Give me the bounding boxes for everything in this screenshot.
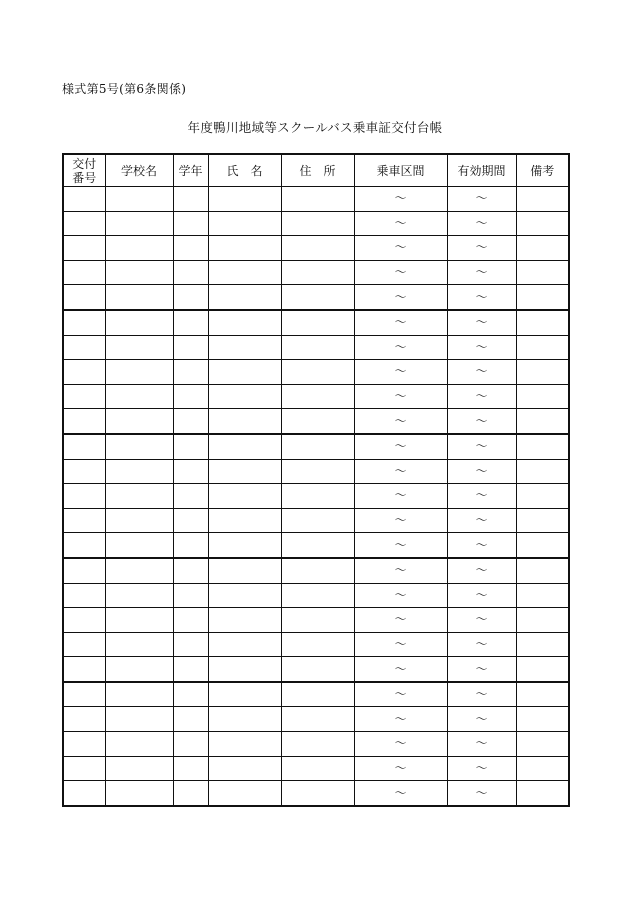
- address-cell[interactable]: [281, 732, 354, 757]
- name-cell[interactable]: [208, 285, 281, 310]
- header-address: 住 所: [281, 154, 354, 187]
- table-row: [63, 211, 569, 236]
- school-cell[interactable]: [105, 409, 173, 434]
- validity-cell[interactable]: [447, 533, 516, 558]
- section-cell[interactable]: [354, 360, 447, 385]
- section-cell[interactable]: [354, 608, 447, 633]
- table-row: [63, 508, 569, 533]
- section-cell[interactable]: [354, 484, 447, 509]
- range-tilde: ～: [394, 315, 407, 330]
- name-cell[interactable]: [208, 508, 281, 533]
- school-cell[interactable]: [105, 756, 173, 781]
- range-tilde: ～: [394, 389, 407, 404]
- number-cell[interactable]: [63, 310, 105, 335]
- name-cell[interactable]: [208, 657, 281, 682]
- name-cell[interactable]: [208, 187, 281, 212]
- school-cell[interactable]: [105, 632, 173, 657]
- school-cell[interactable]: [105, 484, 173, 509]
- name-cell[interactable]: [208, 707, 281, 732]
- table-row: [63, 285, 569, 310]
- remarks-cell[interactable]: [516, 187, 569, 212]
- range-tilde: ～: [394, 612, 407, 627]
- section-cell[interactable]: [354, 384, 447, 409]
- remarks-cell[interactable]: [516, 533, 569, 558]
- remarks-cell[interactable]: [516, 632, 569, 657]
- grade-cell[interactable]: [173, 384, 208, 409]
- range-tilde: ～: [475, 463, 488, 478]
- name-cell[interactable]: [208, 608, 281, 633]
- grade-cell[interactable]: [173, 632, 208, 657]
- section-cell[interactable]: [354, 781, 447, 806]
- address-cell[interactable]: [281, 434, 354, 459]
- range-tilde: ～: [394, 364, 407, 379]
- validity-cell[interactable]: [447, 187, 516, 212]
- number-cell[interactable]: [63, 558, 105, 583]
- table-row: [63, 632, 569, 657]
- range-tilde: ～: [394, 488, 407, 503]
- range-tilde: ～: [394, 413, 407, 428]
- remarks-cell[interactable]: [516, 657, 569, 682]
- grade-cell[interactable]: [173, 558, 208, 583]
- table-row: [63, 533, 569, 558]
- address-cell[interactable]: [281, 682, 354, 707]
- range-tilde: ～: [475, 191, 488, 206]
- school-cell[interactable]: [105, 781, 173, 806]
- section-cell[interactable]: [354, 583, 447, 608]
- range-tilde: ～: [394, 339, 407, 354]
- validity-cell[interactable]: [447, 756, 516, 781]
- section-cell[interactable]: [354, 632, 447, 657]
- section-cell[interactable]: [354, 260, 447, 285]
- remarks-cell[interactable]: [516, 285, 569, 310]
- number-cell[interactable]: [63, 187, 105, 212]
- range-tilde: ～: [475, 760, 488, 775]
- grade-cell[interactable]: [173, 434, 208, 459]
- school-cell[interactable]: [105, 285, 173, 310]
- validity-cell[interactable]: [447, 682, 516, 707]
- number-cell[interactable]: [63, 260, 105, 285]
- table-row: [63, 310, 569, 335]
- remarks-cell[interactable]: [516, 558, 569, 583]
- address-cell[interactable]: [281, 484, 354, 509]
- remarks-cell[interactable]: [516, 459, 569, 484]
- address-cell[interactable]: [281, 558, 354, 583]
- grade-cell[interactable]: [173, 732, 208, 757]
- address-cell[interactable]: [281, 310, 354, 335]
- number-cell[interactable]: [63, 236, 105, 261]
- range-tilde: ～: [475, 289, 488, 304]
- range-tilde: ～: [475, 612, 488, 627]
- section-cell[interactable]: [354, 310, 447, 335]
- header-name: 氏 名: [208, 154, 281, 187]
- validity-cell[interactable]: [447, 781, 516, 806]
- validity-cell[interactable]: [447, 484, 516, 509]
- range-tilde: ～: [394, 711, 407, 726]
- range-tilde: ～: [475, 339, 488, 354]
- name-cell[interactable]: [208, 533, 281, 558]
- range-tilde: ～: [475, 736, 488, 751]
- range-tilde: ～: [475, 785, 488, 800]
- validity-cell[interactable]: [447, 707, 516, 732]
- grade-cell[interactable]: [173, 335, 208, 360]
- name-cell[interactable]: [208, 236, 281, 261]
- header-remarks: 備考: [516, 154, 569, 187]
- number-cell[interactable]: [63, 409, 105, 434]
- address-cell[interactable]: [281, 657, 354, 682]
- number-cell[interactable]: [63, 583, 105, 608]
- school-cell[interactable]: [105, 335, 173, 360]
- range-tilde: ～: [475, 537, 488, 552]
- address-cell[interactable]: [281, 583, 354, 608]
- validity-cell[interactable]: [447, 632, 516, 657]
- number-cell[interactable]: [63, 384, 105, 409]
- validity-cell[interactable]: [447, 459, 516, 484]
- name-cell[interactable]: [208, 682, 281, 707]
- grade-cell[interactable]: [173, 508, 208, 533]
- header-grade: 学年: [173, 154, 208, 187]
- name-cell[interactable]: [208, 360, 281, 385]
- address-cell[interactable]: [281, 236, 354, 261]
- school-cell[interactable]: [105, 657, 173, 682]
- school-cell[interactable]: [105, 608, 173, 633]
- name-cell[interactable]: [208, 459, 281, 484]
- school-cell[interactable]: [105, 310, 173, 335]
- grade-cell[interactable]: [173, 657, 208, 682]
- number-cell[interactable]: [63, 459, 105, 484]
- number-cell[interactable]: [63, 657, 105, 682]
- remarks-cell[interactable]: [516, 360, 569, 385]
- section-cell[interactable]: [354, 434, 447, 459]
- validity-cell[interactable]: [447, 285, 516, 310]
- range-tilde: ～: [475, 389, 488, 404]
- school-cell[interactable]: [105, 682, 173, 707]
- table-row: [63, 260, 569, 285]
- name-cell[interactable]: [208, 558, 281, 583]
- range-tilde: ～: [475, 587, 488, 602]
- remarks-cell[interactable]: [516, 236, 569, 261]
- range-tilde: ～: [475, 315, 488, 330]
- number-cell[interactable]: [63, 533, 105, 558]
- range-tilde: ～: [394, 537, 407, 552]
- ledger-body: [63, 187, 569, 806]
- remarks-cell[interactable]: [516, 211, 569, 236]
- grade-cell[interactable]: [173, 211, 208, 236]
- table-row: [63, 409, 569, 434]
- name-cell[interactable]: [208, 756, 281, 781]
- remarks-cell[interactable]: [516, 508, 569, 533]
- section-cell[interactable]: [354, 211, 447, 236]
- range-tilde: ～: [475, 413, 488, 428]
- remarks-cell[interactable]: [516, 756, 569, 781]
- validity-cell[interactable]: [447, 434, 516, 459]
- table-row: [63, 558, 569, 583]
- name-cell[interactable]: [208, 583, 281, 608]
- range-tilde: ～: [394, 265, 407, 280]
- address-cell[interactable]: [281, 608, 354, 633]
- header-validity: 有効期間: [447, 154, 516, 187]
- grade-cell[interactable]: [173, 682, 208, 707]
- school-cell[interactable]: [105, 360, 173, 385]
- address-cell[interactable]: [281, 756, 354, 781]
- range-tilde: ～: [475, 687, 488, 702]
- grade-cell[interactable]: [173, 187, 208, 212]
- name-cell[interactable]: [208, 781, 281, 806]
- name-cell[interactable]: [208, 434, 281, 459]
- range-tilde: ～: [475, 711, 488, 726]
- remarks-cell[interactable]: [516, 608, 569, 633]
- range-tilde: ～: [394, 463, 407, 478]
- range-tilde: ～: [394, 636, 407, 651]
- name-cell[interactable]: [208, 484, 281, 509]
- school-cell[interactable]: [105, 187, 173, 212]
- remarks-cell[interactable]: [516, 484, 569, 509]
- address-cell[interactable]: [281, 335, 354, 360]
- table-row: [63, 608, 569, 633]
- validity-cell[interactable]: [447, 236, 516, 261]
- range-tilde: ～: [394, 661, 407, 676]
- remarks-cell[interactable]: [516, 707, 569, 732]
- table-row: [63, 781, 569, 806]
- table-row: [63, 682, 569, 707]
- school-cell[interactable]: [105, 508, 173, 533]
- section-cell[interactable]: [354, 236, 447, 261]
- address-cell[interactable]: [281, 707, 354, 732]
- remarks-cell[interactable]: [516, 583, 569, 608]
- table-row: [63, 335, 569, 360]
- section-cell[interactable]: [354, 682, 447, 707]
- range-tilde: ～: [394, 587, 407, 602]
- remarks-cell[interactable]: [516, 310, 569, 335]
- section-cell[interactable]: [354, 533, 447, 558]
- range-tilde: ～: [394, 785, 407, 800]
- range-tilde: ～: [394, 439, 407, 454]
- school-cell[interactable]: [105, 260, 173, 285]
- school-cell[interactable]: [105, 707, 173, 732]
- range-tilde: ～: [475, 215, 488, 230]
- header-number: 交付 番号: [63, 154, 105, 187]
- name-cell[interactable]: [208, 211, 281, 236]
- range-tilde: ～: [475, 661, 488, 676]
- address-cell[interactable]: [281, 211, 354, 236]
- grade-cell[interactable]: [173, 260, 208, 285]
- number-cell[interactable]: [63, 508, 105, 533]
- range-tilde: ～: [394, 513, 407, 528]
- validity-cell[interactable]: [447, 335, 516, 360]
- school-cell[interactable]: [105, 211, 173, 236]
- section-cell[interactable]: [354, 508, 447, 533]
- range-tilde: ～: [394, 289, 407, 304]
- address-cell[interactable]: [281, 409, 354, 434]
- remarks-cell[interactable]: [516, 384, 569, 409]
- grade-cell[interactable]: [173, 781, 208, 806]
- name-cell[interactable]: [208, 310, 281, 335]
- number-cell[interactable]: [63, 285, 105, 310]
- validity-cell[interactable]: [447, 558, 516, 583]
- number-cell[interactable]: [63, 732, 105, 757]
- range-tilde: ～: [475, 488, 488, 503]
- table-row: [63, 360, 569, 385]
- section-cell[interactable]: [354, 657, 447, 682]
- table-row: [63, 187, 569, 212]
- table-row: [63, 484, 569, 509]
- number-cell[interactable]: [63, 335, 105, 360]
- address-cell[interactable]: [281, 632, 354, 657]
- section-cell[interactable]: [354, 187, 447, 212]
- table-row: [63, 732, 569, 757]
- remarks-cell[interactable]: [516, 409, 569, 434]
- grade-cell[interactable]: [173, 533, 208, 558]
- section-cell[interactable]: [354, 558, 447, 583]
- grade-cell[interactable]: [173, 484, 208, 509]
- grade-cell[interactable]: [173, 756, 208, 781]
- range-tilde: ～: [394, 563, 407, 578]
- header-section: 乗車区間: [354, 154, 447, 187]
- table-row: [63, 434, 569, 459]
- validity-cell[interactable]: [447, 360, 516, 385]
- validity-cell[interactable]: [447, 211, 516, 236]
- issuance-ledger-table: [62, 153, 570, 807]
- section-cell[interactable]: [354, 732, 447, 757]
- validity-cell[interactable]: [447, 384, 516, 409]
- remarks-cell[interactable]: [516, 260, 569, 285]
- number-cell[interactable]: [63, 360, 105, 385]
- validity-cell[interactable]: [447, 260, 516, 285]
- address-cell[interactable]: [281, 459, 354, 484]
- grade-cell[interactable]: [173, 310, 208, 335]
- number-cell[interactable]: [63, 682, 105, 707]
- number-cell[interactable]: [63, 484, 105, 509]
- range-tilde: ～: [394, 191, 407, 206]
- address-cell[interactable]: [281, 533, 354, 558]
- school-cell[interactable]: [105, 384, 173, 409]
- number-cell[interactable]: [63, 707, 105, 732]
- table-row: [63, 583, 569, 608]
- range-tilde: ～: [475, 513, 488, 528]
- table-row: [63, 657, 569, 682]
- number-cell[interactable]: [63, 632, 105, 657]
- validity-cell[interactable]: [447, 657, 516, 682]
- name-cell[interactable]: [208, 632, 281, 657]
- header-row: [63, 154, 569, 187]
- name-cell[interactable]: [208, 409, 281, 434]
- range-tilde: ～: [475, 265, 488, 280]
- table-row: [63, 236, 569, 261]
- school-cell[interactable]: [105, 533, 173, 558]
- remarks-cell[interactable]: [516, 434, 569, 459]
- grade-cell[interactable]: [173, 409, 208, 434]
- name-cell[interactable]: [208, 260, 281, 285]
- remarks-cell[interactable]: [516, 732, 569, 757]
- table-row: [63, 384, 569, 409]
- section-cell[interactable]: [354, 756, 447, 781]
- grade-cell[interactable]: [173, 459, 208, 484]
- table-row: [63, 459, 569, 484]
- address-cell[interactable]: [281, 285, 354, 310]
- range-tilde: ～: [394, 240, 407, 255]
- validity-cell[interactable]: [447, 732, 516, 757]
- address-cell[interactable]: [281, 360, 354, 385]
- validity-cell[interactable]: [447, 409, 516, 434]
- grade-cell[interactable]: [173, 583, 208, 608]
- validity-cell[interactable]: [447, 310, 516, 335]
- remarks-cell[interactable]: [516, 781, 569, 806]
- range-tilde: ～: [394, 215, 407, 230]
- range-tilde: ～: [394, 687, 407, 702]
- range-tilde: ～: [394, 736, 407, 751]
- grade-cell[interactable]: [173, 285, 208, 310]
- table-row: [63, 707, 569, 732]
- name-cell[interactable]: [208, 732, 281, 757]
- name-cell[interactable]: [208, 335, 281, 360]
- grade-cell[interactable]: [173, 608, 208, 633]
- section-cell[interactable]: [354, 459, 447, 484]
- grade-cell[interactable]: [173, 360, 208, 385]
- number-cell[interactable]: [63, 608, 105, 633]
- number-cell[interactable]: [63, 781, 105, 806]
- address-cell[interactable]: [281, 781, 354, 806]
- document-title: 年度鴨川地域等スクールバス乗車証交付台帳: [187, 120, 443, 135]
- address-cell[interactable]: [281, 384, 354, 409]
- range-tilde: ～: [475, 364, 488, 379]
- school-cell[interactable]: [105, 732, 173, 757]
- address-cell[interactable]: [281, 187, 354, 212]
- school-cell[interactable]: [105, 236, 173, 261]
- validity-cell[interactable]: [447, 583, 516, 608]
- section-cell[interactable]: [354, 409, 447, 434]
- address-cell[interactable]: [281, 508, 354, 533]
- table-row: [63, 756, 569, 781]
- section-cell[interactable]: [354, 707, 447, 732]
- name-cell[interactable]: [208, 384, 281, 409]
- range-tilde: ～: [394, 760, 407, 775]
- form-number-label: 様式第5号(第6条関係): [62, 82, 187, 96]
- range-tilde: ～: [475, 636, 488, 651]
- remarks-cell[interactable]: [516, 335, 569, 360]
- section-cell[interactable]: [354, 285, 447, 310]
- school-cell[interactable]: [105, 558, 173, 583]
- number-cell[interactable]: [63, 434, 105, 459]
- remarks-cell[interactable]: [516, 682, 569, 707]
- range-tilde: ～: [475, 563, 488, 578]
- school-cell[interactable]: [105, 583, 173, 608]
- number-cell[interactable]: [63, 211, 105, 236]
- validity-cell[interactable]: [447, 608, 516, 633]
- address-cell[interactable]: [281, 260, 354, 285]
- school-cell[interactable]: [105, 434, 173, 459]
- number-cell[interactable]: [63, 756, 105, 781]
- school-cell[interactable]: [105, 459, 173, 484]
- header-school: 学校名: [105, 154, 173, 187]
- grade-cell[interactable]: [173, 707, 208, 732]
- grade-cell[interactable]: [173, 236, 208, 261]
- validity-cell[interactable]: [447, 508, 516, 533]
- section-cell[interactable]: [354, 335, 447, 360]
- range-tilde: ～: [475, 240, 488, 255]
- range-tilde: ～: [475, 439, 488, 454]
